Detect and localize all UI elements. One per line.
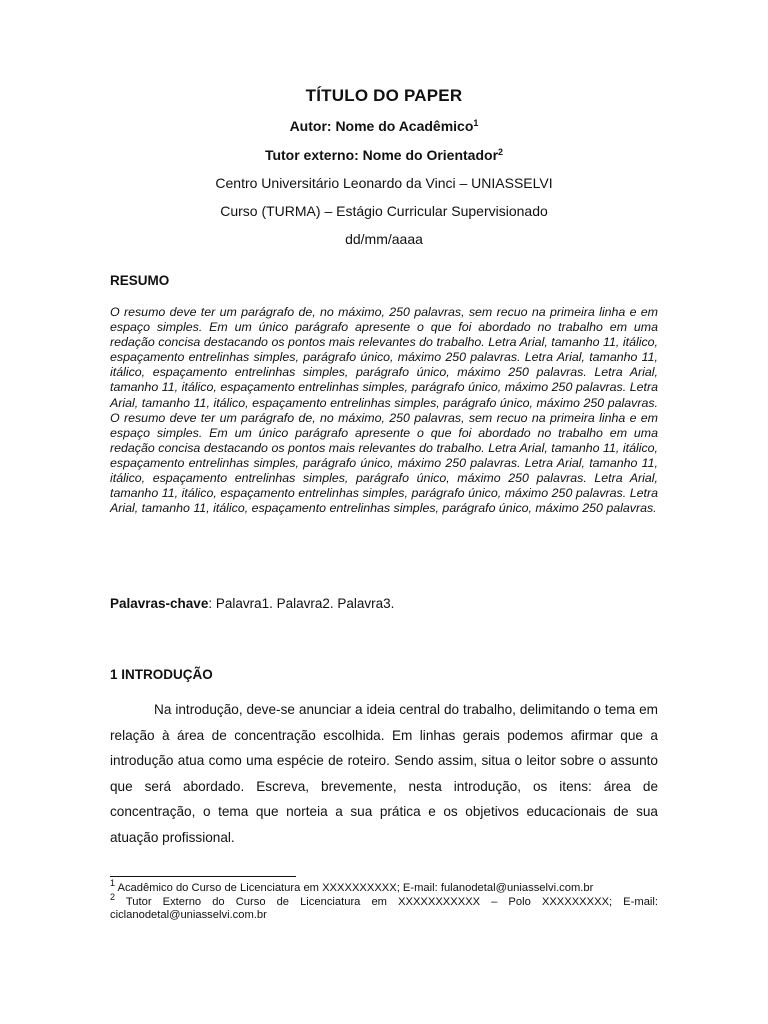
author-label: Autor: Nome do Acadêmico [289,118,474,134]
author-line [0,118,768,134]
footnote-1-text: Acadêmico do Curso de Licenciatura em XXXXXXXXXX; E-mail: fulanodetal@uniasselvi.com.br [115,882,594,894]
footnote-2-text: Tutor Externo do Curso de Licenciatura em XXXXXXXXXXX – Polo XXXXXXXXX; E-mail: ciclanodetal@uniasselvi.com.br [110,895,658,922]
course-line: Curso (TURMA) – Estágio Curricular Supervisionado [220,203,548,219]
date-line: dd/mm/aaaa [345,231,423,247]
footnote-1-mark: 1 [110,878,116,888]
footnote-1 [110,878,658,896]
footnote-2-mark: 2 [110,891,116,902]
footnote-separator [110,876,296,877]
introduction-paragraph: Na introdução, deve-se anunciar a ideia central do trabalho, delimitando o tema em relação à área de concentração escolhida. Em linhas gerais podemos afirmar que a introdução atua como uma espécie de roteiro. Sendo assim, situa o leitor sobre o assunto que será abordado. Escreva, brevemente, nesta introdução, os itens: área de concentração, o tema que norteia a sua prática e os objetivos educacionais de sua atuação profissional. [110,702,658,845]
tutor-line [0,147,768,163]
resumo-paragraph: O resumo deve ter um parágrafo de, no máximo, 250 palavras, sem recuo na primeira linha e em espaço simples. Em um único parágrafo apresente o que foi abordado no trabalho em uma redação concisa destacando os pontos mais relevantes do trabalho. Letra Arial, tamanho 11, itálico, espaçamento entrelinhas simples, parágrafo único, máximo 250 palavras. Letra Arial, tamanho 11, itálico, espaçamento entrelinhas simples, parágrafo único, máximo 250 palavras. Letra Arial, tamanho 11, itálico, espaçamento entrelinhas simples, parágrafo único, máximo 250 palavras. Letra Arial, tamanho 11, itálico, espaçamento entrelinhas simples, parágrafo único, máximo 250 palavras. O resumo deve ter um parágrafo de, no máximo, 250 palavras, sem recuo na primeira linha e em espaço simples. Em um único parágrafo apresente o que foi abordado no trabalho em uma redação concisa destacando os pontos mais relevantes do trabalho. Letra Arial, tamanho 11, itálico, espaçamento entrelinhas simples, parágrafo único, máximo 250 palavras. Letra Arial, tamanho 11, itálico, espaçamento entrelinhas simples, parágrafo único, máximo 250 palavras. Letra Arial, tamanho 11, itálico, espaçamento entrelinhas simples, parágrafo único, máximo 250 palavras. Letra Arial, tamanho 11, itálico, espaçamento entrelinhas simples, parágrafo único, máximo 250 palavras. [110,305,658,516]
keywords-label: Palavras-chave [110,596,209,611]
footnote-2 [110,891,658,923]
institution-line: Centro Universitário Leonardo da Vinci – UNIASSELVI [215,175,553,191]
paper-title: TÍTULO DO PAPER [305,86,463,105]
tutor-label: Tutor externo: Nome do Orientador [264,147,499,163]
tutor-footnote-mark: 2 [498,147,504,157]
resumo-heading: RESUMO [110,273,170,288]
introduction-heading: 1 INTRODUÇÃO [110,667,213,682]
footnotes [110,878,658,923]
author-footnote-mark: 1 [473,118,479,128]
keywords-line [110,596,394,611]
keywords-value: : Palavra1. Palavra2. Palavra3. [208,596,395,611]
